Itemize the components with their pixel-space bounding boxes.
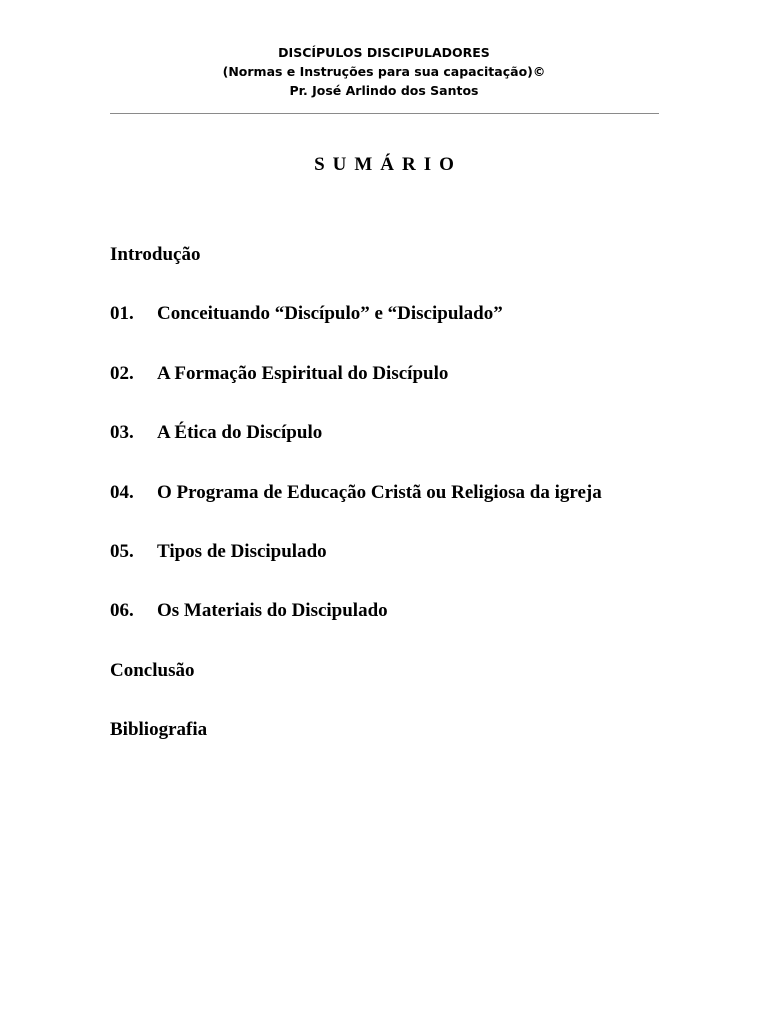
- toc-item-06: [110, 598, 710, 657]
- toc-label: Bibliografia: [110, 719, 208, 741]
- toc-label: A Formação Espiritual do Discípulo: [157, 362, 449, 384]
- toc-number: 02.: [110, 362, 134, 384]
- table-of-contents: [110, 242, 710, 777]
- toc-item-conclusion: [110, 658, 710, 717]
- toc-label: Conceituando “Discípulo” e “Discipulado”: [157, 303, 503, 325]
- toc-item-04: [110, 480, 710, 539]
- document-header: [0, 43, 768, 100]
- toc-item-02: [110, 361, 710, 420]
- toc-item-bibliography: [110, 717, 710, 776]
- toc-label: Conclusão: [110, 659, 195, 681]
- toc-label: Introdução: [110, 244, 201, 265]
- toc-item-05: [110, 539, 710, 598]
- toc-number: 04.: [110, 481, 134, 503]
- toc-number: 05.: [110, 540, 134, 562]
- page-title: SUMÁRIO: [314, 154, 462, 175]
- toc-label: O Programa de Educação Cristã ou Religiosa da igreja: [157, 481, 602, 503]
- toc-item-03: [110, 420, 710, 479]
- toc-label: A Ética do Discípulo: [157, 422, 323, 444]
- header-author: Pr. José Arlindo dos Santos: [289, 83, 479, 98]
- toc-number: 03.: [110, 422, 134, 444]
- header-title: DISCÍPULOS DISCIPULADORES: [278, 45, 490, 60]
- toc-item-introduction: [110, 242, 710, 301]
- toc-number: 06.: [110, 600, 134, 622]
- header-subtitle: (Normas e Instruções para sua capacitação)©: [222, 64, 546, 79]
- toc-item-01: [110, 301, 710, 360]
- toc-number: 01.: [110, 303, 134, 325]
- header-divider: [110, 113, 659, 114]
- toc-label: Os Materiais do Discipulado: [157, 600, 388, 622]
- toc-label: Tipos de Discipulado: [157, 540, 327, 562]
